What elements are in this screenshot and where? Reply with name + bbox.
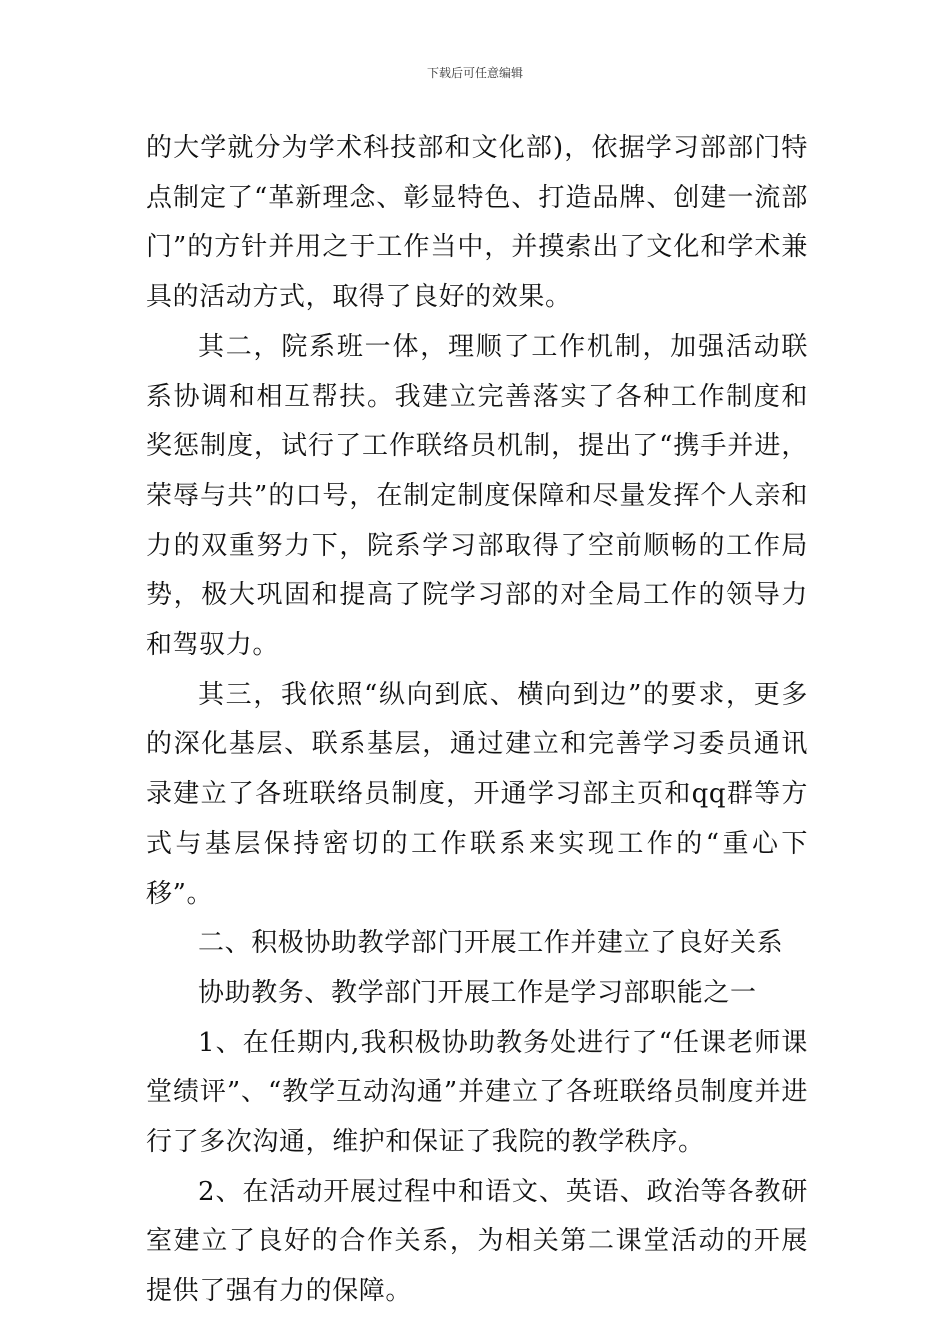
- list-item: 2、在活动开展过程中和语文、英语、政治等各教研室建立了良好的合作关系，为相关第二课堂活动的开展提供了强有力的保障。: [146, 1176, 808, 1307]
- paragraph: 其二，院系班一体，理顺了工作机制，加强活动联系协调和相互帮扶。我建立完善落实了各种工作制度和奖惩制度，试行了工作联络员机制，提出了“携手并进，荣辱与共”的口号，在制定制度保障和尽量发挥个人亲和力的双重努力下，院系学习部取得了空前顺畅的工作局势，极大巩固和提高了院学习部的对全局工作的领导力和驾驭力。: [146, 331, 808, 661]
- document-body: [146, 124, 808, 1317]
- paragraph: 其三，我依照“纵向到底、横向到边”的要求，更多的深化基层、联系基层，通过建立和完善学习委员通讯录建立了各班联络员制度，开通学习部主页和qq群等方式与基层保持密切的工作联系来实现工作的“重心下移”。: [146, 679, 808, 909]
- list-item: 1、在任期内,我积极协助教务处进行了“任课老师课堂绩评”、“教学互动沟通”并建立了各班联络员制度并进行了多次沟通，维护和保证了我院的教学秩序。: [146, 1027, 808, 1158]
- section-heading: 二、积极协助教学部门开展工作并建立了良好关系: [198, 928, 784, 959]
- paragraph: 协助教务、教学部门开展工作是学习部职能之一: [198, 977, 757, 1008]
- page-header: 下载后可任意编辑: [426, 66, 523, 80]
- paragraph: 的大学就分为学术科技部和文化部)，依据学习部部门特点制定了“革新理念、彰显特色、打造品牌、创建一流部门”的方针并用之于工作当中，并摸索出了文化和学术兼具的活动方式，取得了良好的效果。: [146, 133, 808, 313]
